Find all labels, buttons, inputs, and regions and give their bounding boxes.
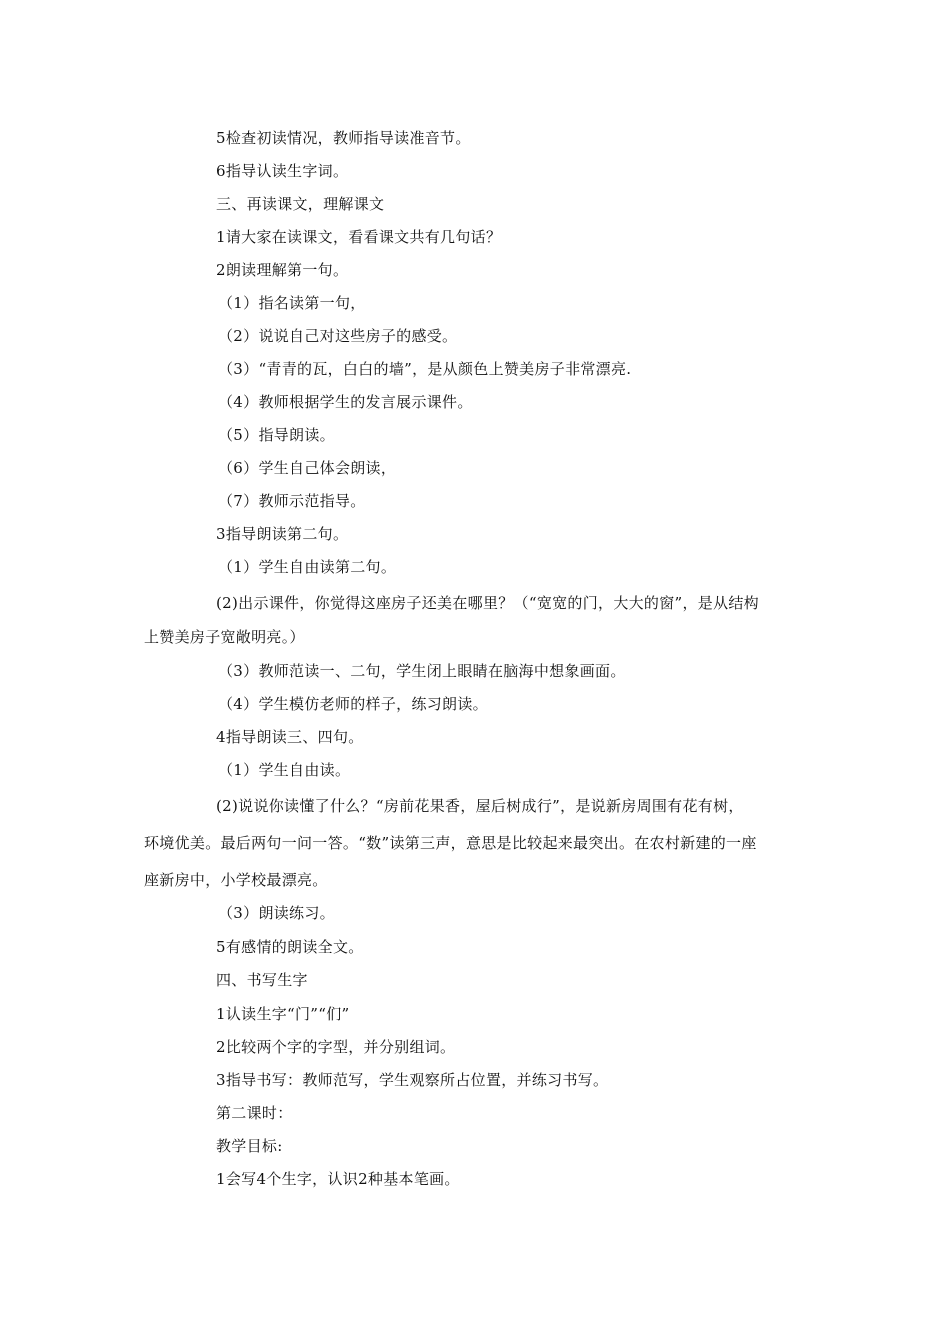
- text-line: （4）学生模仿老师的样子，练习朗读。: [218, 695, 488, 713]
- section-heading: 第二课时：: [216, 1104, 293, 1122]
- text-line: （1）学生自由读。: [218, 761, 351, 779]
- text-line: 5有感情的朗读全文。: [216, 938, 364, 956]
- text-line: 1认读生字“门”“们”: [216, 1005, 350, 1023]
- section-heading: 四、书写生字: [216, 971, 308, 989]
- text-line: 2比较两个字的字型，并分别组词。: [216, 1038, 456, 1056]
- text-line: 座新房中，小学校最漂亮。: [144, 871, 328, 889]
- text-line: 6指导认读生字词。: [216, 162, 349, 180]
- text-line: （2）说说自己对这些房子的感受。: [218, 327, 458, 345]
- section-heading: 三、再读课文，理解课文: [216, 195, 385, 213]
- text-line: 环境优美。最后两句一问一答。“数”读第三声，意思是比较起来最突出。在农村新建的一座: [144, 834, 757, 852]
- text-line: （7）教师示范指导。: [218, 492, 366, 510]
- text-line: （3）“青青的瓦，白白的墙”，是从颜色上赞美房子非常漂亮.: [218, 360, 632, 378]
- text-line: 上赞美房子宽敞明亮。）: [144, 628, 305, 646]
- text-line: (2)出示课件，你觉得这座房子还美在哪里？（“宽宽的门，大大的窗”，是从结构: [216, 594, 759, 612]
- text-line: 4指导朗读三、四句。: [216, 728, 364, 746]
- text-line: 3指导书写：教师范写，学生观察所占位置，并练习书写。: [216, 1071, 609, 1089]
- text-line: （6）学生自己体会朗读，: [218, 459, 397, 477]
- text-line: （1）学生自由读第二句。: [218, 558, 397, 576]
- text-line: （5）指导朗读。: [218, 426, 335, 444]
- text-line: 2朗读理解第一句。: [216, 261, 349, 279]
- text-line: 3指导朗读第二句。: [216, 525, 349, 543]
- text-line: 1请大家在读课文，看看课文共有几句话？: [216, 228, 502, 246]
- text-line: 5检查初读情况，教师指导读准音节。: [216, 129, 471, 147]
- text-line: 教学目标:: [216, 1137, 283, 1155]
- text-line: 1会写4个生字，认识2种基本笔画。: [216, 1170, 460, 1188]
- text-line: （3）朗读练习。: [218, 904, 335, 922]
- text-line: （4）教师根据学生的发言展示课件。: [218, 393, 473, 411]
- text-line: （3）教师范读一、二句，学生闭上眼睛在脑海中想象画面。: [218, 662, 626, 680]
- text-line: （1）指名读第一句，: [218, 294, 366, 312]
- text-line: (2)说说你读懂了什么？“房前花果香，屋后树成行”，是说新房周围有花有树，: [216, 797, 744, 815]
